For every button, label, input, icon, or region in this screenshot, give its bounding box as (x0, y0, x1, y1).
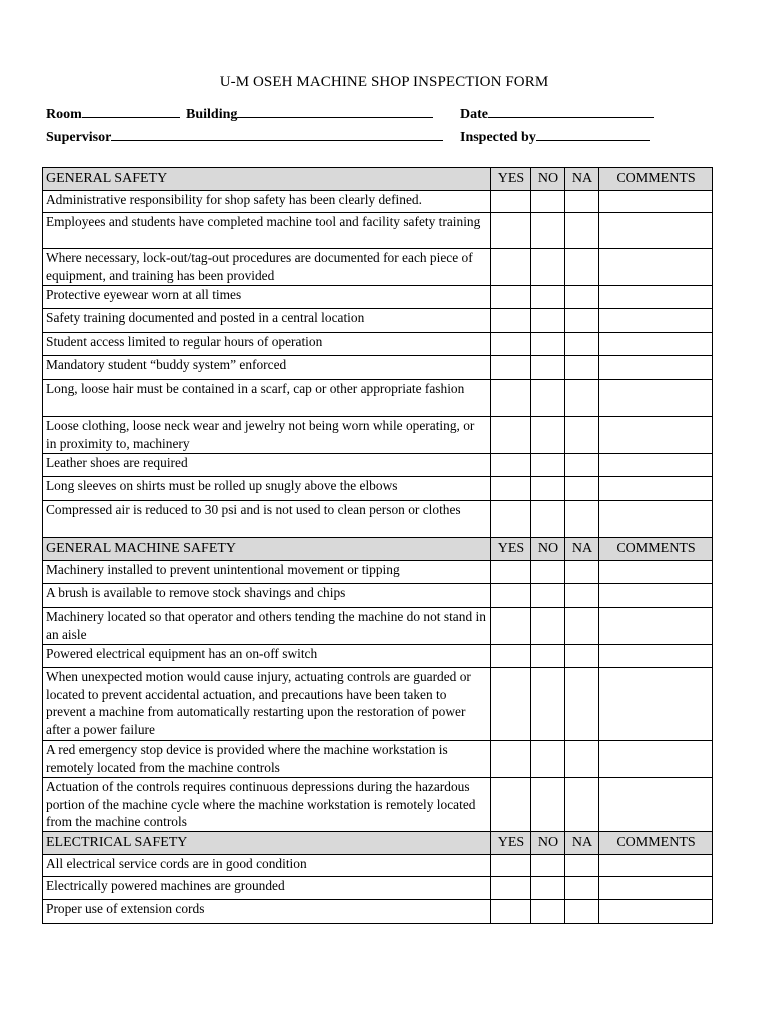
checklist-item-text: Electrically powered machines are grounded (43, 877, 491, 900)
checklist-row (43, 356, 713, 380)
checklist-row (43, 778, 713, 832)
comments-cell[interactable] (599, 309, 713, 333)
checklist-row (43, 741, 713, 778)
checklist-item-text: Mandatory student “buddy system” enforced (43, 356, 491, 380)
checklist-row (43, 501, 713, 538)
na-cell[interactable] (565, 333, 599, 356)
checklist-item-text: Employees and students have completed machine tool and facility safety training (43, 213, 491, 249)
checklist-row (43, 417, 713, 454)
no-cell[interactable] (531, 645, 565, 668)
room-field[interactable] (46, 104, 180, 123)
checklist-item-text: Long sleeves on shirts must be rolled up snugly above the elbows (43, 477, 491, 501)
column-header-yes: YES (491, 538, 531, 561)
checklist-item-text: A brush is available to remove stock shavings and chips (43, 584, 491, 608)
comments-cell[interactable] (599, 417, 713, 454)
checklist-row (43, 191, 713, 213)
checklist-row (43, 380, 713, 417)
checklist-item-text: All electrical service cords are in good condition (43, 855, 491, 877)
column-header-yes: YES (491, 168, 531, 191)
column-header-comments: COMMENTS (599, 168, 713, 191)
na-cell[interactable] (565, 608, 599, 645)
no-cell[interactable] (531, 741, 565, 778)
na-cell[interactable] (565, 778, 599, 832)
na-cell[interactable] (565, 561, 599, 584)
checklist-row (43, 309, 713, 333)
comments-cell[interactable] (599, 741, 713, 778)
yes-cell[interactable] (491, 645, 531, 668)
checklist-item-text: Compressed air is reduced to 30 psi and is not used to clean person or clothes (43, 501, 491, 538)
yes-cell[interactable] (491, 333, 531, 356)
comments-cell[interactable] (599, 584, 713, 608)
checklist-item-text: Safety training documented and posted in a central location (43, 309, 491, 333)
no-cell[interactable] (531, 668, 565, 741)
checklist-row (43, 877, 713, 900)
na-cell[interactable] (565, 309, 599, 333)
section-title: ELECTRICAL SAFETY (43, 832, 491, 855)
column-header-no: NO (531, 832, 565, 855)
checklist-row (43, 608, 713, 645)
yes-cell[interactable] (491, 608, 531, 645)
checklist-item-text: Protective eyewear worn at all times (43, 286, 491, 309)
comments-cell[interactable] (599, 477, 713, 501)
checklist-row (43, 645, 713, 668)
inspected-by-field[interactable] (460, 127, 650, 146)
checklist-row (43, 454, 713, 477)
checklist-item-text: Leather shoes are required (43, 454, 491, 477)
comments-cell[interactable] (599, 380, 713, 417)
no-cell[interactable] (531, 417, 565, 454)
yes-cell[interactable] (491, 900, 531, 924)
comments-cell[interactable] (599, 877, 713, 900)
comments-cell[interactable] (599, 249, 713, 286)
comments-cell[interactable] (599, 286, 713, 309)
comments-cell[interactable] (599, 608, 713, 645)
no-cell[interactable] (531, 855, 565, 877)
section-header (43, 168, 713, 191)
na-cell[interactable] (565, 584, 599, 608)
na-cell[interactable] (565, 855, 599, 877)
yes-cell[interactable] (491, 501, 531, 538)
building-field[interactable] (186, 104, 433, 123)
column-header-comments: COMMENTS (599, 538, 713, 561)
checklist-item-text: Machinery installed to prevent unintentional movement or tipping (43, 561, 491, 584)
no-cell[interactable] (531, 380, 565, 417)
na-cell[interactable] (565, 501, 599, 538)
comments-cell[interactable] (599, 561, 713, 584)
checklist-row (43, 668, 713, 741)
no-cell[interactable] (531, 333, 565, 356)
na-cell[interactable] (565, 645, 599, 668)
yes-cell[interactable] (491, 191, 531, 213)
column-header-no: NO (531, 168, 565, 191)
comments-cell[interactable] (599, 191, 713, 213)
comments-cell[interactable] (599, 501, 713, 538)
checklist-item-text: Powered electrical equipment has an on-off switch (43, 645, 491, 668)
na-cell[interactable] (565, 741, 599, 778)
supervisor-label: Supervisor (46, 130, 112, 145)
yes-cell[interactable] (491, 213, 531, 249)
yes-cell[interactable] (491, 778, 531, 832)
checklist-item-text: Long, loose hair must be contained in a scarf, cap or other appropriate fashion (43, 380, 491, 417)
building-label: Building (186, 107, 238, 122)
checklist-item-text: When unexpected motion would cause injury, actuating controls are guarded or located to prevent accidental actuation, and precautions have been taken to prevent a machine from automatically restarting upon the restoration of power after a power failure (43, 668, 491, 741)
column-header-yes: YES (491, 832, 531, 855)
na-cell[interactable] (565, 356, 599, 380)
comments-cell[interactable] (599, 645, 713, 668)
checklist-item-text: Actuation of the controls requires continuous depressions during the hazardous portion of the machine cycle where the machine workstation is remotely located from the machine controls (43, 778, 491, 832)
no-cell[interactable] (531, 584, 565, 608)
na-cell[interactable] (565, 213, 599, 249)
checklist-row (43, 900, 713, 924)
na-cell[interactable] (565, 417, 599, 454)
comments-cell[interactable] (599, 356, 713, 380)
no-cell[interactable] (531, 561, 565, 584)
checklist-row (43, 477, 713, 501)
no-cell[interactable] (531, 286, 565, 309)
no-cell[interactable] (531, 778, 565, 832)
na-cell[interactable] (565, 454, 599, 477)
checklist-item-text: Student access limited to regular hours of operation (43, 333, 491, 356)
na-cell[interactable] (565, 668, 599, 741)
checklist-row (43, 584, 713, 608)
checklist-item-text: Machinery located so that operator and others tending the machine do not stand in an aisle (43, 608, 491, 645)
no-cell[interactable] (531, 501, 565, 538)
yes-cell[interactable] (491, 877, 531, 900)
date-label: Date (460, 107, 488, 122)
yes-cell[interactable] (491, 668, 531, 741)
no-cell[interactable] (531, 213, 565, 249)
yes-cell[interactable] (491, 855, 531, 877)
no-cell[interactable] (531, 191, 565, 213)
date-field[interactable] (460, 104, 654, 123)
inspection-table (42, 167, 713, 924)
comments-cell[interactable] (599, 900, 713, 924)
yes-cell[interactable] (491, 356, 531, 380)
room-label: Room (46, 107, 82, 122)
comments-cell[interactable] (599, 778, 713, 832)
supervisor-field[interactable] (46, 127, 443, 146)
checklist-row (43, 561, 713, 584)
yes-cell[interactable] (491, 584, 531, 608)
inspected-by-label: Inspected by (460, 130, 536, 145)
comments-cell[interactable] (599, 454, 713, 477)
column-header-na: NA (565, 832, 599, 855)
checklist-row (43, 333, 713, 356)
no-cell[interactable] (531, 877, 565, 900)
checklist-item-text: Where necessary, lock-out/tag-out procedures are documented for each piece of equipment, and training has been provided (43, 249, 491, 286)
yes-cell[interactable] (491, 741, 531, 778)
yes-cell[interactable] (491, 417, 531, 454)
column-header-no: NO (531, 538, 565, 561)
no-cell[interactable] (531, 608, 565, 645)
comments-cell[interactable] (599, 855, 713, 877)
yes-cell[interactable] (491, 309, 531, 333)
column-header-comments: COMMENTS (599, 832, 713, 855)
section-title: GENERAL SAFETY (43, 168, 491, 191)
checklist-item-text: A red emergency stop device is provided where the machine workstation is remotely located from the machine controls (43, 741, 491, 778)
checklist-item-text: Administrative responsibility for shop safety has been clearly defined. (43, 191, 491, 213)
no-cell[interactable] (531, 477, 565, 501)
checklist-row (43, 286, 713, 309)
no-cell[interactable] (531, 249, 565, 286)
na-cell[interactable] (565, 191, 599, 213)
na-cell[interactable] (565, 380, 599, 417)
no-cell[interactable] (531, 900, 565, 924)
na-cell[interactable] (565, 900, 599, 924)
comments-cell[interactable] (599, 668, 713, 741)
column-header-na: NA (565, 538, 599, 561)
na-cell[interactable] (565, 286, 599, 309)
no-cell[interactable] (531, 356, 565, 380)
checklist-row (43, 213, 713, 249)
yes-cell[interactable] (491, 380, 531, 417)
yes-cell[interactable] (491, 249, 531, 286)
yes-cell[interactable] (491, 477, 531, 501)
yes-cell[interactable] (491, 561, 531, 584)
yes-cell[interactable] (491, 286, 531, 309)
comments-cell[interactable] (599, 333, 713, 356)
section-title: GENERAL MACHINE SAFETY (43, 538, 491, 561)
na-cell[interactable] (565, 249, 599, 286)
checklist-row (43, 855, 713, 877)
form-title: U-M OSEH MACHINE SHOP INSPECTION FORM (219, 74, 549, 90)
section-header (43, 538, 713, 561)
checklist-row (43, 249, 713, 286)
na-cell[interactable] (565, 877, 599, 900)
no-cell[interactable] (531, 454, 565, 477)
section-header (43, 832, 713, 855)
checklist-item-text: Loose clothing, loose neck wear and jewelry not being worn while operating, or in proximity to, machinery (43, 417, 491, 454)
comments-cell[interactable] (599, 213, 713, 249)
checklist-item-text: Proper use of extension cords (43, 900, 491, 924)
na-cell[interactable] (565, 477, 599, 501)
no-cell[interactable] (531, 309, 565, 333)
column-header-na: NA (565, 168, 599, 191)
yes-cell[interactable] (491, 454, 531, 477)
